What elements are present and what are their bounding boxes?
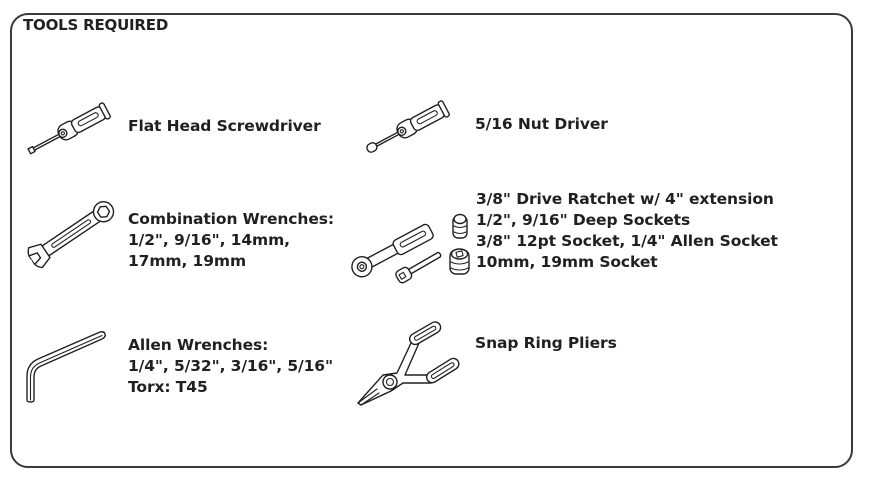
snap-ring-pliers-icon — [355, 323, 465, 408]
tool-label-allen-wrenches: Allen Wrenches: 1/4", 5/32", 3/16", 5/16" Torx: T45 — [128, 336, 333, 396]
tool-label-snap-ring-pliers: Snap Ring Pliers — [475, 334, 617, 352]
socket-icon — [450, 249, 469, 274]
ratchet-socket-set-icon — [347, 210, 472, 290]
tool-label-nut-driver: 5/16 Nut Driver — [475, 115, 608, 133]
deep-socket-icon — [453, 215, 467, 239]
screwdriver-icon — [24, 100, 114, 160]
tool-label-flat-head-screwdriver: Flat Head Screwdriver — [128, 117, 321, 135]
tool-label-ratchet-sockets: 3/8" Drive Ratchet w/ 4" extension 1/2", 9/16" Deep Sockets 3/8" 12pt Socket, 1/4" Allen Socket 10mm, 19mm Socket — [476, 190, 778, 271]
allen-wrench-icon — [24, 330, 109, 405]
section-title: TOOLS REQUIRED — [23, 16, 169, 34]
combination-wrench-icon — [22, 188, 122, 278]
tool-label-combination-wrenches: Combination Wrenches: 1/2", 9/16", 14mm, 17mm, 19mm — [128, 210, 334, 270]
nut-driver-icon — [363, 98, 453, 158]
